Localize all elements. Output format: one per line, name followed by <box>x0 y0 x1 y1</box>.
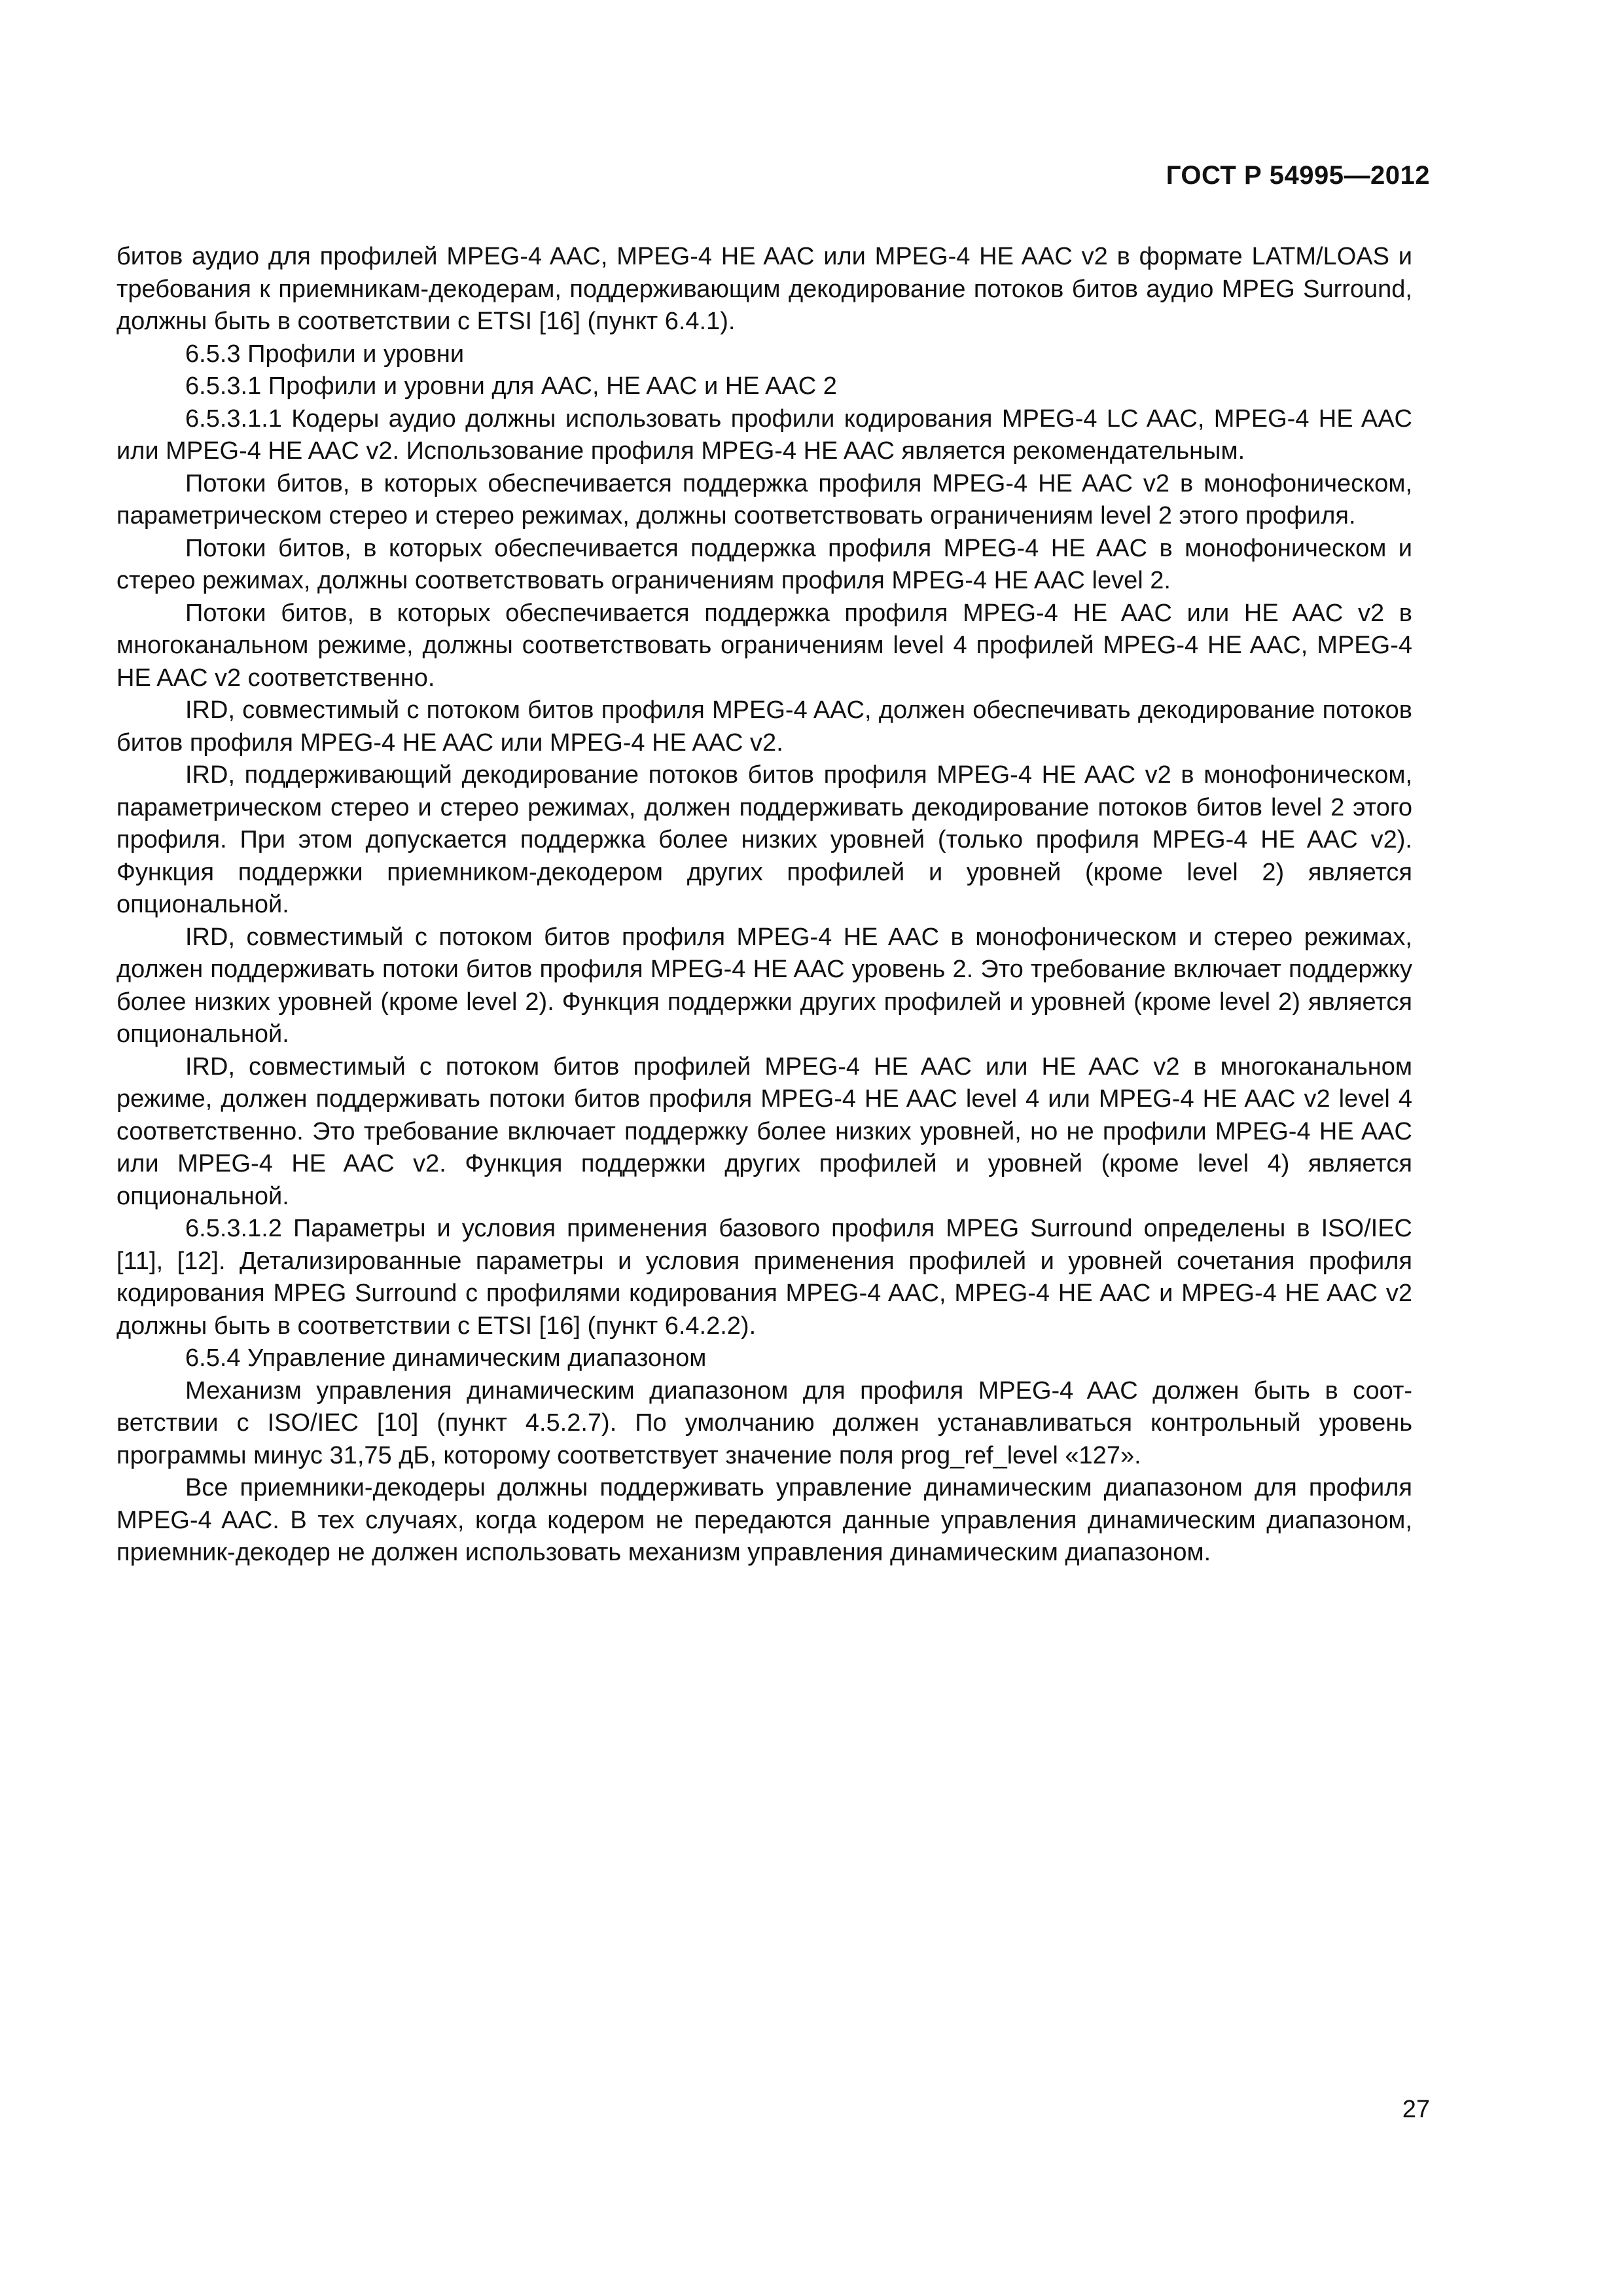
section-heading-6-5-4: 6.5.4 Управление динамическим диапазоном <box>185 1344 707 1372</box>
document-body <box>116 241 1412 1570</box>
paragraph: Потоки битов, в которых обеспечивается поддержка профиля MPEG-4 HE AAC в монофоническом и стерео режимах, должны соответствовать ограничениям профиля MPEG-4 HE AAC level 2. <box>116 534 1412 594</box>
paragraph-continuation: битов аудио для профилей MPEG-4 AAC, MPEG-4 HE AAC или MPEG-4 HE AAC v2 в формате LATM/LOAS и требования к приемникам-декодерам, поддерживающим декодирование потоков битов аудио MPEG Surround, должны быть в соответствии с ETSI [16] (пункт 6.4.1). <box>116 243 1412 335</box>
paragraph: Механизм управления динамическим диапазоном для профиля MPEG-4 AAC должен быть в соответствии с ISO/IEC [10] (пункт 4.5.2.7). По умолчанию должен устанавливаться контрольный уровень программы минус 31,75 дБ, которому соответствует значение поля prog_ref_level «127». <box>116 1376 1412 1469</box>
clause-6-5-3-1-2: 6.5.3.1.2 Параметры и условия применения базового профиля MPEG Surround определены в ISO/IEC [11], [12]. Детализированные параметры и условия применения профилей и уровней сочетания профиля кодирования MPEG Surround с профилями кодирования MPEG-4 AAC, MPEG-4 HE AAC и MPEG-4 HE AAC v2 должны быть в соответствии с ETSI [16] (пункт 6.4.2.2). <box>116 1215 1412 1340</box>
paragraph: IRD, совместимый с потоком битов профилей MPEG-4 HE AAC или HE AAC v2 в многоканальном режиме, должен поддерживать потоки битов профиля MPEG-4 HE AAC level 4 или MPEG-4 HE AAC v2 level 4 соответственно. Это требование включает поддержку более низких уровней, но не профили MPEG-4 HE AAC или MPEG-4 HE AAC v2. Функция поддержки других профилей и уровней (кроме level 4) является опциональной. <box>116 1052 1412 1210</box>
paragraph: Все приемники-декодеры должны поддерживать управление динамическим диапазоном для профиля MPEG-4 AAC. В тех случаях, когда кодером не передаются данные управления динамическим диапазоном, приемник-декодер не должен использовать механизм управления динамическим диапазоном. <box>116 1474 1412 1566</box>
paragraph: IRD, поддерживающий декодирование потоков битов профиля MPEG-4 HE AAC v2 в монофоническом, параметрическом стерео и стерео режимах, должен поддерживать декодирование потоков битов level 2 этого профиля. При этом допускается поддержка более низких уровней (только профиля MPEG-4 HE AAC v2). Функция поддержки приемником-декодером других профилей и уровней (кроме level 2) является опциональной. <box>116 761 1412 918</box>
paragraph: IRD, совместимый с потоком битов профиля MPEG-4 HE AAC в монофоническом и стерео режимах, должен поддерживать потоки битов профиля MPEG-4 HE AAC уровень 2. Это требование включает поддержку более низких уровней (кроме level 2). Функция поддержки других профилей и уровней (кроме level 2) является опциональной. <box>116 923 1412 1048</box>
section-heading-6-5-3-1: 6.5.3.1 Профили и уровни для AAC, HE AAC и HE AAC 2 <box>185 372 837 400</box>
page-number: 27 <box>1402 2096 1430 2123</box>
clause-6-5-3-1-1: 6.5.3.1.1 Кодеры аудио должны использовать профили кодирования MPEG-4 LC AAC, MPEG-4 HE AAC или MPEG-4 HE AAC v2. Использование профиля MPEG-4 HE AAC является рекомендательным. <box>116 404 1412 465</box>
document-code-header: ГОСТ Р 54995—2012 <box>1166 161 1430 190</box>
paragraph: Потоки битов, в которых обеспечивается поддержка профиля MPEG-4 HE AAC или HE AAC v2 в многоканальном режиме, должны соответствовать ограничениям level 4 профилей MPEG-4 HE AAC, MPEG-4 HE AAC v2 соответственно. <box>116 599 1412 692</box>
paragraph: Потоки битов, в которых обеспечивается поддержка профиля MPEG-4 HE AAC v2 в монофоническом, параметрическом стерео и стерео режимах, должны соответствовать ограничениям level 2 этого профиля. <box>116 469 1412 529</box>
section-heading-6-5-3: 6.5.3 Профили и уровни <box>185 340 465 368</box>
paragraph: IRD, совместимый с потоком битов профиля MPEG-4 AAC, должен обеспечивать декодирование потоков битов профиля MPEG-4 HE AAC или MPEG-4 HE AAC v2. <box>116 696 1412 757</box>
